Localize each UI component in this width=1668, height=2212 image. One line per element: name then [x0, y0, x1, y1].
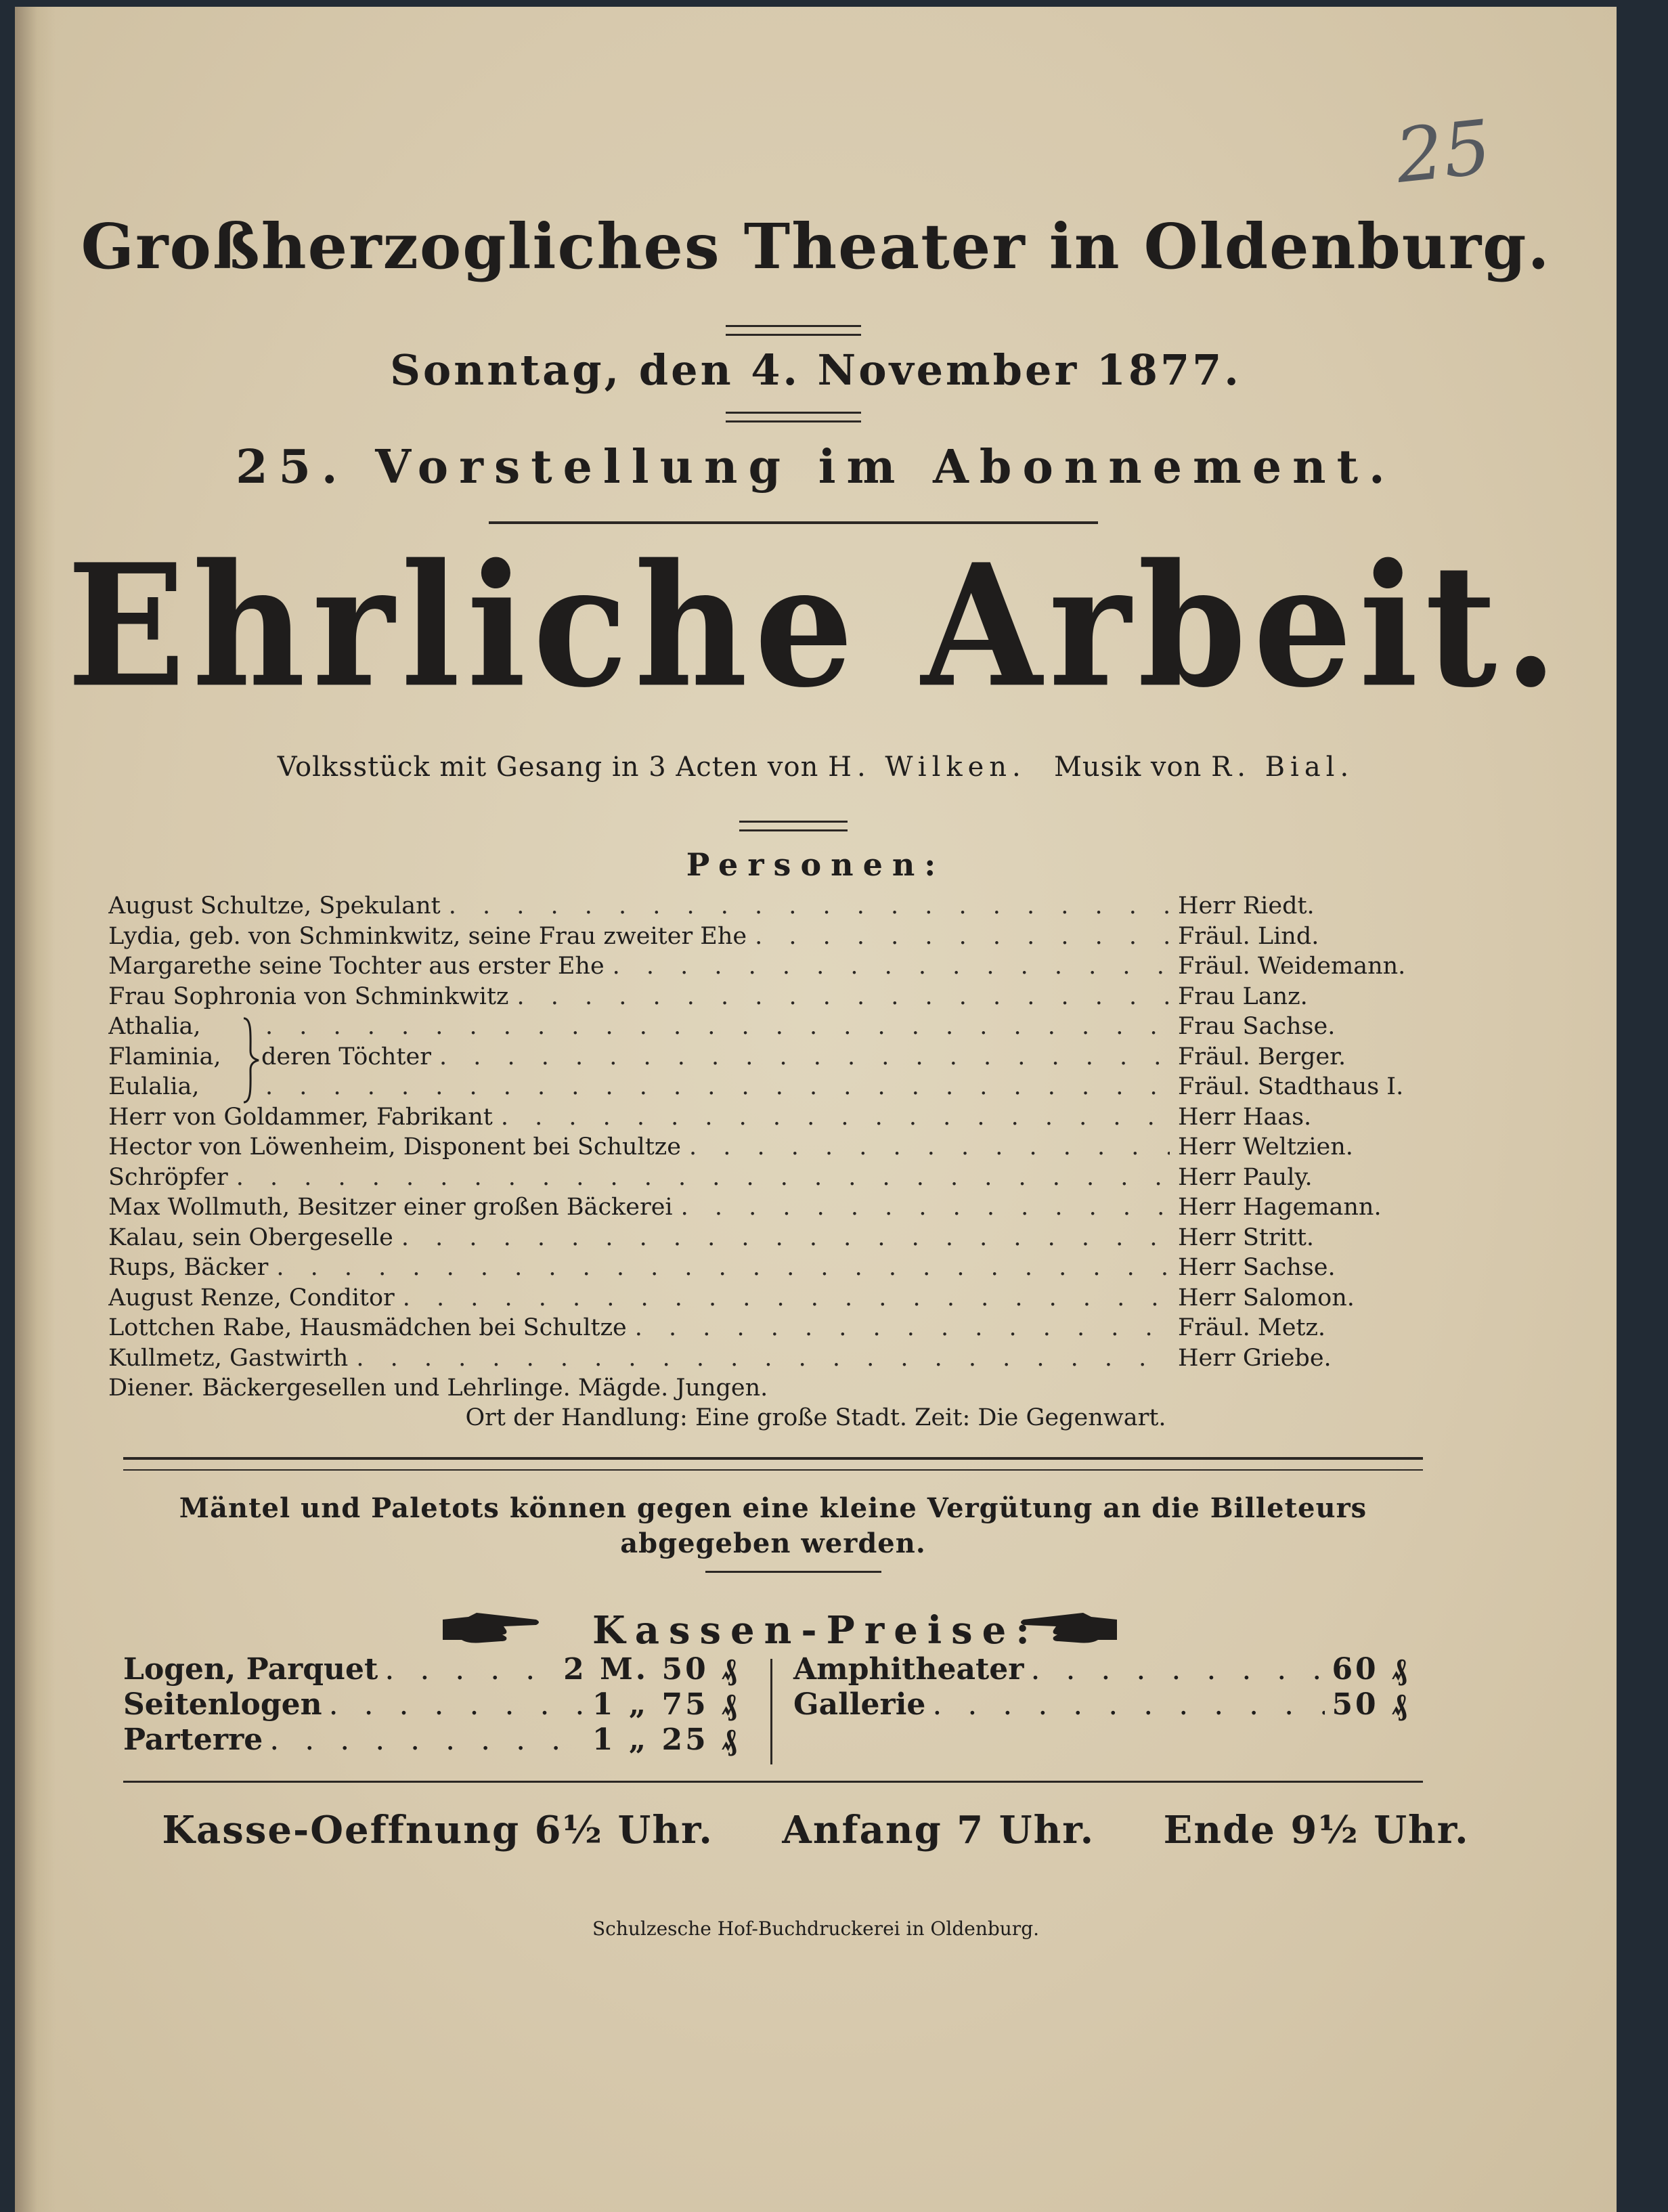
- price-value: 50 ₰: [1332, 1687, 1409, 1722]
- music-prefix: Musik von: [1053, 752, 1202, 783]
- price-value: 1 „ 75 ₰: [592, 1687, 739, 1722]
- cast-row: [108, 1223, 1428, 1253]
- performance-line: 25. Vorstellung im Abonnement.: [236, 440, 1396, 494]
- leader-dots: [635, 1313, 1170, 1343]
- cast-role: Athalia,: [108, 1013, 201, 1040]
- pointing-hand-left-icon: [1017, 1607, 1118, 1648]
- leader-dots: [269, 1722, 586, 1758]
- page-spine-shadow: [15, 7, 56, 2212]
- cast-actor: Herr Stritt.: [1178, 1223, 1315, 1251]
- cast-role: Margarethe seine Tochter aus erster Ehe: [108, 953, 605, 980]
- cast-row: [108, 921, 1428, 952]
- leader-dots: [265, 1072, 1170, 1102]
- leader-dots: [613, 951, 1170, 982]
- price-label: Parterre: [123, 1722, 263, 1757]
- leader-dots: [236, 1163, 1170, 1193]
- cast-actor: Herr Pauly.: [1178, 1163, 1313, 1191]
- cast-role: Flaminia,: [108, 1043, 221, 1070]
- divider-rule: [726, 325, 861, 336]
- cast-role: Max Wollmuth, Besitzer einer großen Bäckerei: [108, 1194, 673, 1221]
- cast-role: Schröpfer: [108, 1163, 228, 1191]
- cast-role: Kullmetz, Gastwirth: [108, 1344, 349, 1372]
- section-rule: [123, 1457, 1423, 1471]
- cast-actor: Fräul. Stadthaus I.: [1178, 1073, 1404, 1100]
- price-row: [793, 1687, 1409, 1722]
- start-time: Anfang 7 Uhr.: [782, 1808, 1095, 1852]
- leader-dots: [265, 1012, 1170, 1042]
- cast-actor: Frau Sachse.: [1178, 1013, 1336, 1040]
- cast-row: [108, 1102, 1428, 1133]
- cast-list: [108, 891, 1428, 1404]
- cast-row: [108, 1072, 1428, 1102]
- cast-role: August Schultze, Spekulant: [108, 892, 441, 919]
- cast-actor: Herr Hagemann.: [1178, 1194, 1382, 1221]
- cast-actor: Herr Griebe.: [1178, 1344, 1332, 1372]
- leader-dots: [385, 1652, 556, 1687]
- cast-actor: Herr Haas.: [1178, 1103, 1312, 1131]
- price-value: 1 „ 25 ₰: [592, 1722, 739, 1757]
- divider-rule: [705, 1571, 881, 1573]
- leader-dots: [932, 1687, 1325, 1722]
- price-value: 2 M. 50 ₰: [563, 1652, 739, 1687]
- cast-actor: Fräul. Metz.: [1178, 1314, 1326, 1341]
- theater-title: Großherzogliches Theater in Oldenburg.: [81, 210, 1551, 283]
- cast-actor: Fräul. Lind.: [1178, 922, 1319, 950]
- price-label: Seitenlogen: [123, 1687, 322, 1722]
- price-row: [793, 1652, 1409, 1687]
- cast-row: [108, 1313, 1428, 1343]
- leader-dots: [439, 1042, 1170, 1072]
- date-line: Sonntag, den 4. November 1877.: [390, 345, 1242, 395]
- cast-row: [108, 1283, 1428, 1314]
- cast-role: Frau Sophronia von Schminkwitz: [108, 982, 509, 1010]
- cast-row: [108, 891, 1428, 921]
- leader-dots: [517, 982, 1170, 1012]
- cast-row: [108, 1343, 1428, 1374]
- times-line: [15, 1808, 1617, 1852]
- cloakroom-notice: Mäntel und Paletots können gegen eine kleine Vergütung an die Billeteurs abgegeben werden.: [179, 1492, 1367, 1559]
- cast-actor: Herr Sachse.: [1178, 1254, 1336, 1281]
- cast-row: [108, 1012, 1428, 1042]
- leader-dots: [755, 921, 1170, 952]
- leader-dots: [501, 1102, 1170, 1133]
- leader-dots: [356, 1343, 1170, 1374]
- daughters-label: deren Töchter: [261, 1043, 431, 1070]
- leader-dots: [449, 891, 1170, 921]
- price-label: Amphitheater: [793, 1652, 1024, 1687]
- play-title: Ehrliche Arbeit.: [66, 527, 1565, 725]
- playbill-page: [15, 7, 1617, 2212]
- cast-actor: Fräul. Weidemann.: [1178, 953, 1406, 980]
- cast-row: [108, 982, 1428, 1012]
- price-column-divider: [770, 1659, 772, 1764]
- handwritten-page-number: 25: [1391, 104, 1495, 200]
- cast-role: Hector von Löwenheim, Disponent bei Schultze: [108, 1133, 681, 1161]
- prices-left-column: [123, 1652, 739, 1758]
- price-row: [123, 1687, 739, 1722]
- leader-dots: [401, 1223, 1170, 1253]
- printer-imprint: Schulzesche Hof-Buchdruckerei in Oldenburg.: [592, 1917, 1040, 1940]
- cast-role: Lottchen Rabe, Hausmädchen bei Schultze: [108, 1314, 627, 1341]
- setting-line: Ort der Handlung: Eine große Stadt. Zeit: Die Gegenwart.: [465, 1404, 1166, 1431]
- cast-actor: Frau Lanz.: [1178, 982, 1308, 1010]
- cast-role: Rups, Bäcker: [108, 1254, 269, 1281]
- divider-rule: [489, 521, 1098, 524]
- prices-heading: Kassen-Preise:: [592, 1608, 1039, 1653]
- extras-line: Diener. Bäckergesellen und Lehrlinge. Mägde. Jungen.: [108, 1374, 768, 1402]
- leader-dots: [329, 1687, 586, 1722]
- play-subtitle: [15, 752, 1617, 783]
- prices-right-column: [793, 1652, 1409, 1722]
- leader-dots: [276, 1253, 1170, 1283]
- leader-dots: [403, 1283, 1170, 1314]
- box-office-time: Kasse-Oeffnung 6½ Uhr.: [162, 1808, 714, 1852]
- cast-role: August Renze, Conditor: [108, 1284, 395, 1311]
- cast-actor: Herr Salomon.: [1178, 1284, 1355, 1311]
- divider-rule: [726, 412, 861, 422]
- cast-row: [108, 1042, 1428, 1072]
- price-row: [123, 1652, 739, 1687]
- cast-actor: Fräul. Berger.: [1178, 1043, 1346, 1070]
- end-time: Ende 9½ Uhr.: [1163, 1808, 1470, 1852]
- leader-dots: [689, 1132, 1170, 1163]
- price-row: [123, 1722, 739, 1758]
- cast-actor: Herr Riedt.: [1178, 892, 1315, 919]
- cast-role: Herr von Goldammer, Fabrikant: [108, 1103, 493, 1131]
- price-value: 60 ₰: [1332, 1652, 1409, 1687]
- leader-dots: [681, 1192, 1170, 1223]
- daughters-brace-icon: [241, 1016, 261, 1105]
- section-rule: [123, 1781, 1423, 1783]
- cast-row: [108, 1132, 1428, 1163]
- cast-role: Lydia, geb. von Schminkwitz, seine Frau zweiter Ehe: [108, 922, 747, 950]
- price-label: Gallerie: [793, 1687, 926, 1722]
- play-composer: R. Bial.: [1211, 752, 1355, 783]
- cast-role: Kalau, sein Obergeselle: [108, 1223, 393, 1251]
- cast-heading: Personen:: [686, 846, 946, 883]
- price-label: Logen, Parquet: [123, 1652, 378, 1687]
- cast-row: [108, 951, 1428, 982]
- leader-dots: [1030, 1652, 1325, 1687]
- cast-role: Eulalia,: [108, 1073, 200, 1100]
- cast-actor: Herr Weltzien.: [1178, 1133, 1353, 1161]
- cast-row: [108, 1163, 1428, 1193]
- play-genre: Volksstück mit Gesang in 3 Acten von: [277, 752, 819, 783]
- cast-row: [108, 1192, 1428, 1223]
- cast-row: [108, 1253, 1428, 1283]
- divider-rule: [739, 821, 848, 831]
- play-author: H. Wilken.: [828, 752, 1026, 783]
